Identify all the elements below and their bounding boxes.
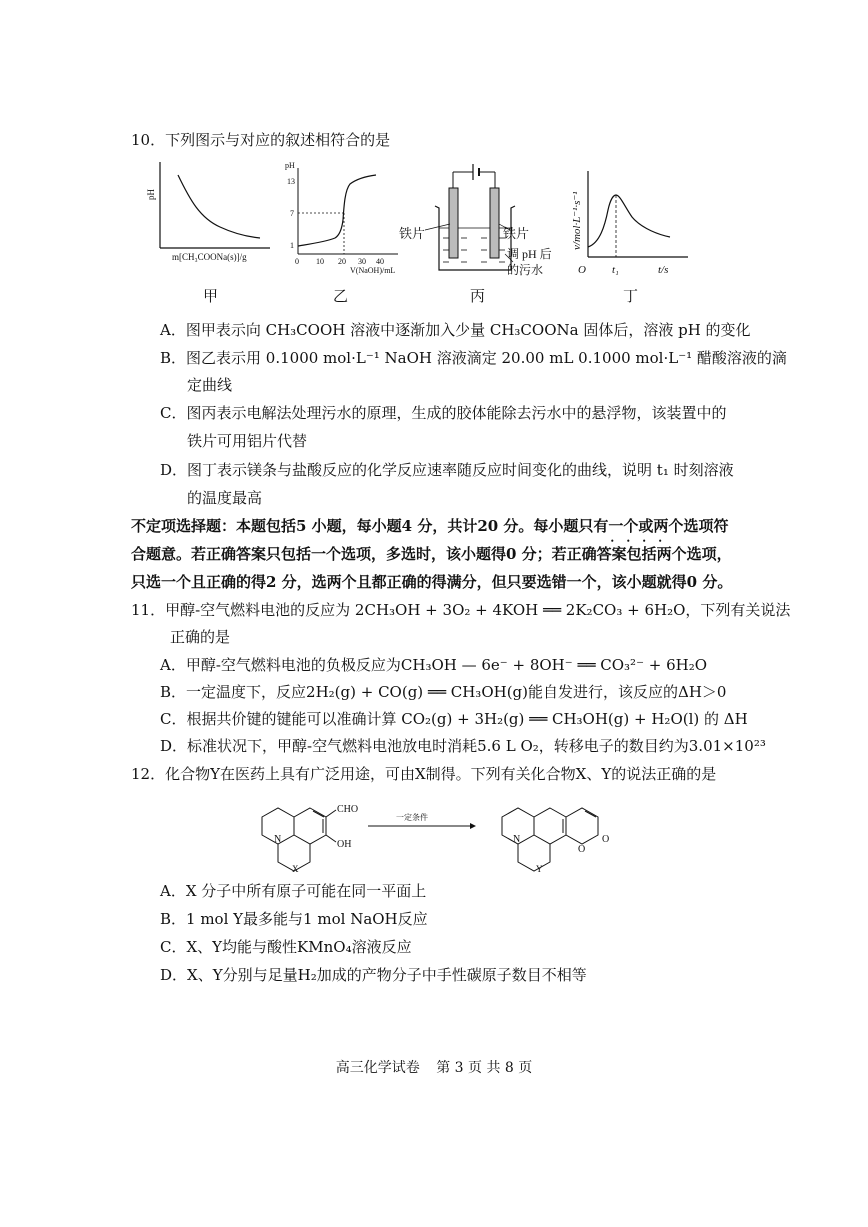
x-cho: CHO (337, 804, 359, 815)
page-footer (0, 1057, 868, 1077)
x-label: X (292, 864, 299, 874)
instructions-line3: 只选一个且正确的得2 分，选两个且都正确的得满分，但只要选错一个，该小题就得0 分。 (131, 573, 733, 591)
q12-option-c: C．X、Y均能与酸性KMnO₄溶液反应 (160, 938, 412, 956)
q10-option-d-cont: 的温度最高 (187, 489, 263, 507)
bing-water-label1: 调 pH 后 (507, 247, 552, 261)
bing-water-label2: 的污水 (507, 263, 544, 277)
bing-left-label: 铁片 (399, 226, 426, 241)
yi-ytick-13: 13 (287, 177, 295, 186)
yi-xtick-30: 30 (358, 257, 366, 266)
yi-xlabel: V(NaOH)/mL (350, 266, 396, 275)
q11-option-b: B．一定温度下，反应2H₂(g) + CO(g) ══ CH₃OH(g)能自发进行，该反应的ΔH＞0 (160, 683, 727, 701)
figure-yi (280, 160, 410, 275)
jia-caption: 甲 (203, 287, 219, 305)
ding-origin: O (578, 264, 586, 276)
instructions-line2: 合题意。若正确答案只包括一个选项，多选时，该小题得0 分；若正确答案包括两个选项， (131, 545, 732, 563)
y-o-carbonyl: O (602, 834, 610, 845)
yi-ytick-1: 1 (290, 241, 294, 250)
q11-stem-cont: 正确的是 (170, 628, 231, 646)
jia-xlabel: m[CH₃COONa(s)]/g (172, 252, 247, 262)
reaction-scheme (250, 790, 630, 880)
y-n: N (513, 834, 521, 845)
yi-xtick-10: 10 (316, 257, 324, 266)
q10-option-c-cont: 铁片可用铝片代替 (187, 432, 308, 450)
yi-xtick-20: 20 (338, 257, 346, 266)
q10-option-d: D．图丁表示镁条与盐酸反应的化学反应速率随反应时间变化的曲线，说明 t₁ 时刻溶液 (160, 461, 734, 479)
ding-xlabel: t/s (658, 264, 669, 276)
q10-option-a: A．图甲表示向 CH₃COOH 溶液中逐渐加入少量 CH₃COONa 固体后，溶液 pH 的变化 (160, 321, 751, 339)
yi-caption: 乙 (333, 287, 349, 305)
q11-option-c: C．根据共价键的键能可以准确计算 CO₂(g) + 3H₂(g) ══ CH₃OH(g) + H₂O(l) 的 ΔH (160, 710, 748, 728)
bing-right-label: 铁片 (503, 226, 530, 241)
ding-ylabel: v/mol·L⁻¹·s⁻¹ (571, 191, 583, 250)
figure-bing (395, 158, 555, 283)
x-oh: OH (337, 839, 352, 850)
yi-xtick-0: 0 (295, 257, 299, 266)
arrow-text: 一定条件 (396, 813, 428, 822)
q10-option-c: C．图丙表示电解法处理污水的原理，生成的胶体能除去污水中的悬浮物，该装置中的 (160, 404, 727, 422)
yi-xtick-40: 40 (376, 257, 384, 266)
instructions-line1: 不定项选择题：本题包括5 小题，每小题4 分，共计20 分。每小题只有一个或两个 • • • •选项符 (131, 516, 728, 536)
jia-ylabel: pH (146, 189, 156, 200)
bing-caption: 丙 (470, 287, 486, 305)
yi-ytick-7: 7 (290, 209, 294, 218)
figure-jia (146, 160, 275, 270)
q11-stem: 11．甲醇-空气燃料电池的反应为 2CH₃OH + 3O₂ + 4KOH ══ 2K₂CO₃ + 6H₂O，下列有关说法 (131, 601, 791, 619)
ding-caption: 丁 (623, 287, 639, 305)
footer-page: 第 3 页 共 8 页 (436, 1060, 533, 1076)
y-o-ring: O (578, 844, 586, 855)
emphasis-text: 一个或两个 • • • • (608, 517, 683, 535)
q12-option-d: D．X、Y分别与足量H₂加成的产物分子中手性碳原子数目不相等 (160, 966, 587, 984)
q10-option-b: B．图乙表示用 0.1000 mol·L⁻¹ NaOH 溶液滴定 20.00 mL 0.1000 mol·L⁻¹ 醋酸溶液的滴 (160, 349, 787, 367)
yi-ylabel: pH (285, 161, 295, 170)
ding-t1: t₁ (612, 264, 619, 276)
figure-ding (570, 165, 695, 280)
q12-option-b: B．1 mol Y最多能与1 mol NaOH反应 (160, 910, 428, 928)
q10-stem: 10．下列图示与对应的叙述相符合的是 (131, 131, 391, 149)
q12-stem: 12．化合物Y在医药上具有广泛用途，可由X制得。下列有关化合物X、Y的说法正确的是 (131, 765, 717, 783)
q12-option-a: A．X 分子中所有原子可能在同一平面上 (160, 882, 427, 900)
q11-option-a: A．甲醇-空气燃料电池的负极反应为CH₃OH — 6e⁻ + 8OH⁻ ══ CO₃²⁻ + 6H₂O (160, 656, 708, 674)
footer-subject: 高三化学试卷 (335, 1060, 420, 1076)
y-label: Y (536, 864, 543, 874)
x-n: N (274, 834, 282, 845)
q10-option-b-cont: 定曲线 (187, 376, 233, 394)
q11-option-d: D．标准状况下，甲醇-空气燃料电池放电时消耗5.6 L O₂，转移电子的数目约为3.01×10²³ (160, 737, 766, 755)
